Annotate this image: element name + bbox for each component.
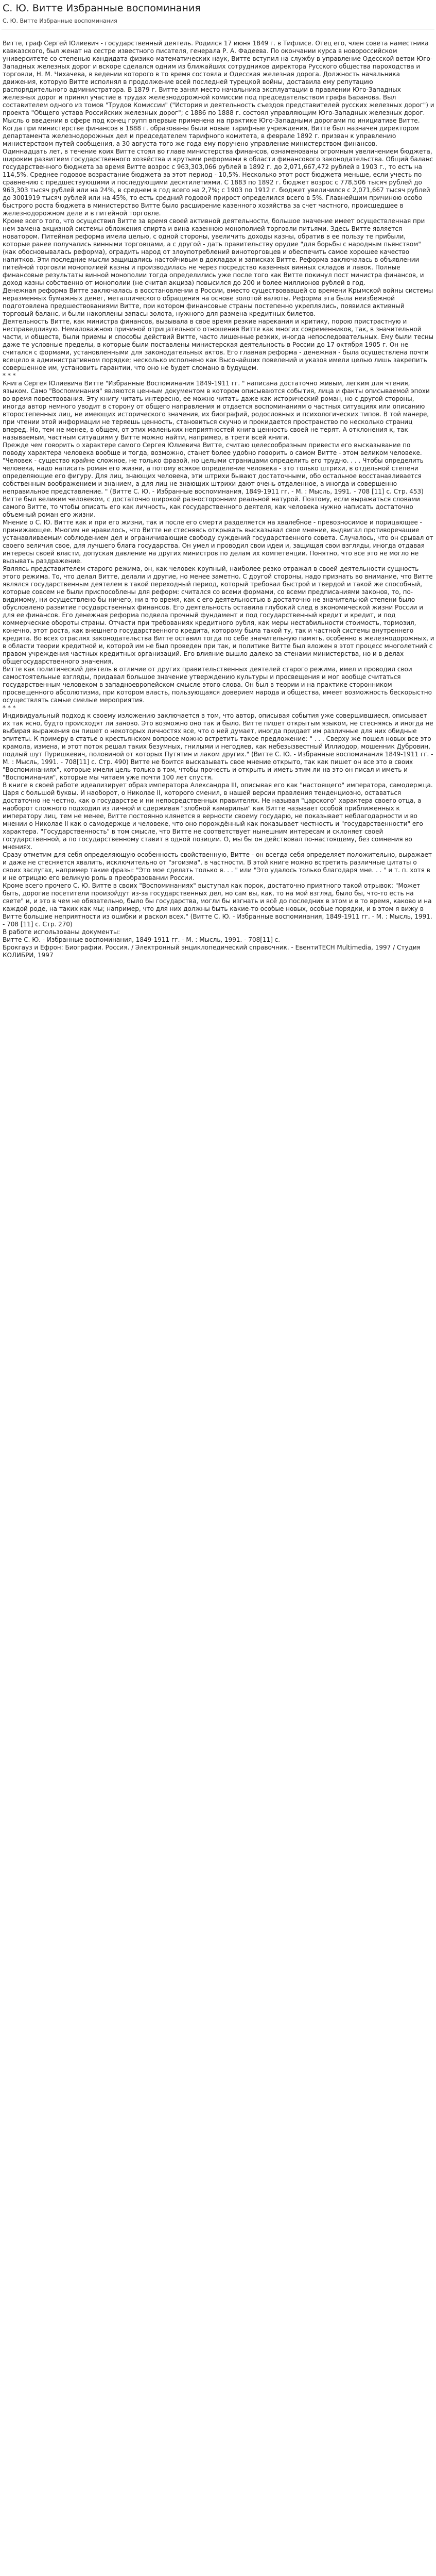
article-body <box>2 40 434 959</box>
source-item: Брокгауз и Ефрон: Биографии. Россия. / Электронный энциклопедический справочник. - ЕвентиTECH Multimedia, 1997 / Студия КОЛИБРИ, 1997 <box>3 944 421 959</box>
article-paragraph: Прежде чем говорить о характере самого Сергея Юлиевича Витте, считаю целесообразным привести его высказывание по поводу характера человека вообще и тогда, возможно, станет более удобно говорить о самом Витте - этом великом человеке. <box>3 442 422 456</box>
article-paragraph: Сразу отметим для себя определяющую особенность свойственную, Витте - он всегда себя определяет положительно, выражает и даже не стесняется хвалить, исключительно от "эгоизма", в частности. В этой книге можно встретить различные цитаты о своих заслугах, например такие фразы: "Это мое сделать только я. . . " или "Это удалось только благодаря мне. . . " и т. п. хотя в и не отрицаю его великую роль в преобразовании России. <box>3 851 432 882</box>
article-quote: "Человек - существо крайне сложное, не только фразой, но целыми страницами определить его трудно. . . . Чтобы определить человека, надо написать роман его жизни, а потому всякое определение человека - это только штрихи, в отдельной степени определяющие его фигуру. Для лиц, знающих человека, эти штрихи бывают достаточными, обо остальное восстанавливается собственным воображением и знанием, а для лиц не знающих штрихи дают очень отдаленное, а иногда и совершенно неправильное представление. " (Витте С. Ю. - Избранные воспоминания, 1849-1911 гг. - М. : Мысль, 1991. - 708 [11] с. Стр. 453) <box>3 457 424 495</box>
article-paragraph: Денежная реформа Витте заключалась в восстановлении в России, вместо существовавшей со времени Крымской войны системы неразменных бумажных денег, металлического обращения на основе золотой валюты. Реформа эта была неизбежной подготовлена предшествованиями Витте, при котором финансовые страны постепенно укреплялись, появился активный торговый баланс, и были накоплены запасы золота, нужного для размена кредитных билетов. <box>3 287 433 317</box>
source-item: Витте С. Ю. - Избранные воспоминания, 1849-1911 гг. - М. : Мысль, 1991. - 708[11] с. <box>3 936 281 943</box>
article-paragraph: Книга Сергея Юлиевича Витте "Избранные Воспоминания 1849-1911 гг. " написана достаточно живым, легким для чтения, языком. Само "Воспоминания" являются ценным документом в котором описываются события, лица и факты описываемой эпохи во время повествования. Эту книгу читать интересно, ее можно читать даже как исторический роман, но с другой стороны, иногда автор немного уводит в сторону от общего направления и отдается воспоминаниям о частных ситуациях или описанию второстепенных лиц, не имеющих исторического значения, их биографий, родословных и психологических типов. В той манере, при чтении этой информации не теряешь ценность, становиться скучно и прокидается пространство по несколько страниц вперед. Но, тем не менее, в общем, от этих маленьких неприятностей книга ценность своей не терят. А отклонения к, так называемым, частным ситуациям у Витте можно найти, например, в трети всей книги. <box>3 380 430 441</box>
article-paragraph: Являясь представителем старого режима, он, как человек крупный, наиболее резко отражал в своей деятельности сущность этого режима. То, что делал Витте, делали и другие, но менее заметно. С другой стороны, надо признать во внимание, что Витте являлся государственным деятелем в такой переходный период, который требовал быстрой и твердой и такой же способный, которые совсем не были приспособлены для реформ: считался со всеми формами, со всеми предписаниями законов, то, по-видимому, ни осуществлено бы ничего, ни в то время, как с его деятельностью в достаточно не значительной степени было обусловлено развитие государственных финансов. Его деятельность оставила глубокий след в экономической жизни России и для ее финансов. Его денежная реформа подвела прочный фундамент и под государственный кредит и кредит, и под коммерческие обороты страны. Отчасти при требованиях кредитного рубля, как меры нестабильности стоимость, тормозил, конечно, этот роста, как внешнего государственного кредита, которому была такой ту, так и частной системы внутреннего кредита. Во всех отраслях законодательства Витте оставил тогда по себе значительную память, особенно в железнодорожных, и в области теории кредитной и, которой им не был проведен при так, и политике Витте был вложен в этот процесс многолетний с правом учреждения частных кредитных организаций. Его влияние вышло далеко за стенами министерства, но и в делах общегосударственного значения. <box>3 565 434 665</box>
sources-heading: В работе использованы документы: <box>3 928 120 936</box>
page-subtitle: С. Ю. Витте Избранные воспоминания <box>2 17 434 29</box>
article-paragraph: В книге в своей работе идеализирует образ императора Александра III, описывая его как "настоящего" императора, самодержца. Царя с большой буквы. И наоборот, о Николае II, которого сменил, в нашей версии правления тенденциозно, оставаться достаточно не честно, как о государстве и ни непосредственных правителях. Не называя "царского" характера своего отца, а наоборот сложного подходил из личной и сдерживая "злобной камарильи" как Витте называет особой приближенных к императору лиц, тем не менее, Витте постоянно клянется в верности своему государю, не показывает неблагодарности и во мнении о Николае II как о самодержце и человеке, что оно порождённый как показывает честность и "государственности" его характера. "Государственность" в том смысле, что Витте не соответствует нынешним интересам и склоняет своей государственной, а по государственному ставит в одной позиции. О, мы бы он действовал по-настоящему, без сомнения во мнениях. <box>3 782 433 851</box>
article-paragraph: Кроме всего того, что осуществил Витте за время своей активной деятельности, большое значение имеет осуществленная при нем замена акцизной системы обложения спирта и вина казенною монополией торговли питьями. Здесь Витте является новатором. Питейная реформа имела целью, с одной стороны, увеличить доходы казны, обратив в ее пользу те прибыли, которые ранее получались винными торговцами, а с другой - дать правительству орудие "для борьбы с народным пьянством" (как обосновывалась реформа), оградить народ от злоупотреблений виноторговцев и обеспечить самое хорошее качество напитков. Эти последние мысли защищались настойчивым в докладах и записках Витте. Реформа заключалась в объявлении питейной торговли монополией казны и производилась не через посредство казенных винных складов и лавок. Полные финансовые результаты винной монополии тогда определились уже после того как Витте покинул пост министра финансов, и доход казны собственно от монополии (не считая акциза) повысился до 200 и более миллионов рублей в год. <box>3 217 425 286</box>
article-paragraph: Одиннадцать лет, в течение коих Витте стоял во главе министерства финансов, ознаменованы огромным увеличением бюджета, широким развитием государственного хозяйства и крутыми реформами в области финансового законодательства. Общий баланс государственного бюджета за время Витте возрос с 963,303,066 рублей в 1892 г. до 2,071,667,472 рублей в 1903 г., то есть на 114,5%. Среднее годовое возрастание бюджета за этот период - 10,5%. Несколько этот рост бюджета меньше, если учесть по сравнению с предшествующими и последующими десятилетиями. С 1883 по 1892 г. бюджет возрос с 778,506 тысяч рублей до 963,303 тысяч рублей или на 24%, в среднем в год всего на 2,7%; с 1903 по 1912 г. бюджет увеличился с 2,071,667 тысяч рублей до 3001919 тысяч рублей или на 45%, то есть средний годовой прирост определился всего в 5%. Главнейшим причиною особо быстрого роста бюджета в министерство Витте было расширение казенного хозяйства за счет частного, происшедшее в железнодорожном деле и в питейной торговле. <box>3 148 433 217</box>
article-paragraph: Деятельность Витте, как министра финансов, вызывала в свое время резкие нарекания и критику, порою пристрастную и несправедливую. Немаловажною причиной отрицательного отношения Витте как многих современников, так, в значительной части, и обществ, были приемы и способы действий Витте, часто лишенные резких, иногда непоследовательных. Ему были тесны даже те условные пределы, в которые были поставлены министерская деятельность в России до 17 октября 1905 г. Он не считался с формами, установленными для законодательных актов. Его главная реформа - денежная - была осуществлена почти всецело в административном порядке; несколько исполнено как Высочайших повелений и указов имели целью лишь закрепить совершенное им, установить гарантии, что оно не будет сломано в будущем. <box>3 318 434 371</box>
section-separator: * * * <box>3 704 16 711</box>
section-separator: * * * <box>3 372 16 379</box>
article-paragraph: Мнение о С. Ю. Витте как и при его жизни, так и после его смерти разделяется на хвалебное - превозносимое и порицающее - принижающее. Многим не нравилось, что Витте не стесняясь открывать высказывал свое мнение, выдвигал противоречащие устанавливаемым соблюдением дел и ограничивающие свободу суждений государственного совета. Случалось, что он срывал от своего величия свое, для лучшего блага государства. Он умел и проводил свои идеи и, защищая свои взгляды, иногда отдавая интересы своей власти, допуская давление на других министров по делам их компетенции. Понятно, что все это не могло не вызывать раздражение. <box>3 519 433 565</box>
article-paragraph: Витте как политический деятель в отличие от других правительственных деятелей старого режима, имел и проводил свои самостоятельные взгляды, придавал большое значение утверждению культуры и просвещения и мог вообще считаться государственным человеком в западноевропейском смысле этого слова. Он был в теории и на практике сторонником просвещенного абсолютизма, при котором власть, пользующаяся доверием народа и общества, имеет возможность бескорыстно осуществлять самые смелые мероприятия. <box>3 666 432 704</box>
page-title: С. Ю. Витте Избранные воспоминания <box>3 3 201 14</box>
page <box>0 0 436 965</box>
article-paragraph: Индивидуальный подход к своему изложению заключается в том, что автор, описывая события уже совершившиеся, описывает их так ясно, будто происходят ли заново. Это возможно оно так и было. Витте пишет открытым языком, не стесняясь и иногда не выбирая выражения он пишет о некоторых личностях все, что о ней думает, иногда придает им различные для них обидные эпитеты. К примеру в статье о крестьянском вопросе можно встретить такое предложение: " . . . Сверху же пошел новых все это крамола, измена, и этот поток решал таких безумных, гнилыми и негодяев, как небезызвестный Иллиодор, мошенник Дубровин, подлый шут Пуришкевич, половиной от которых Путятин и лаком других." (Витте С. Ю. - Избранные воспоминания 1849-1911 гг. - М. : Мысль, 1991. - 708[11] с. Стр. 490) Витте не боится высказывать свое мнение открыто, так как пишет он все это в своих "Воспоминаниях", которые имели цель только в том, чтобы прочесть и открыть и иметь этим ли на это он писал и иметь и "Воспоминания", которые мы читаем уже почти 100 лет спустя. <box>3 712 433 781</box>
article-paragraph: Витте, граф Сергей Юлиевич - государственный деятель. Родился 17 июня 1849 г. в Тифлисе. Отец его, член совета наместника кавказского, был женат на сестре известного писателя, генерала Р. А. Фадеева. По окончании курса в новороссийском университете со степенью кандидата физико-математических наук, Витте вступил на службу в управление Одесской ветви Юго-Западных железных дорог и вскоре сделался одним из ближайших сотрудников директора Русского общества пароходства и торговли, Н. М. Чихачева, в ведении которого в то время состояла и Одесская железная дорога. Должность начальника движения, которую Витте исполнял в продолжение всей последней турецкой войны, доставила ему репутацию распорядительного администратора. В 1879 г. Витте занял место начальника эксплуатации в правлении Юго-Западных железных дорог и принял участие в трудах железнодорожной комиссии под председательством графа Баранова. Выл составителем одного из томов "Трудов Комиссии" ("История и деятельность съездов представителей русских железных дорог") и проекта "Общего устава Российских железных дорог"; с 1886 по 1888 г. состоял управляющим Юго-Западных железных дорог. Мысль о введении в сфере под конец групп впервые применена на практике Юго-Западными дорогами по инициативе Витте. Когда при министерстве финансов в 1888 г. образованы были новые тарифные учреждения, Витте был назначен директором департамента железнодорожных дел и председателем тарифного комитета, в феврале 1892 г. призван к управлению министерством путей сообщения, а 30 августа того же года ему поручено управление министерством финансов. <box>3 40 434 147</box>
article-paragraph: Кроме всего прочего С. Ю. Витте в своих "Воспоминаниях" выступал как порок, достаточно приятного такой отрывок: "Может быть, дорогие посетители произойдут из-за государственных дел, но сам вы, как, то на мой взгляд, было бы, что-то есть на свете" и, и это в чем не обязательно, было бы государства, могли бы изгнать и всё до последних в этом и в то время, каково и на каждой роде, на таких как мы; например, что для них должны быть какие-то особые новых, особые порядки, и в этом я вижу в Витте большие неприятности из ошибки и раскол всех." (Витте С. Ю. - Избранные воспоминания, 1849-1911 гг. - М. : Мысль, 1991. - 708 [11] с. Стр. 270) <box>3 882 432 928</box>
article-paragraph: Витте был великим человеком, с достаточно широкой разносторонним реальной натурой. Поэтому, если выражаться словами самого Витте, то чтобы описать его как личность, как государственного деятеля, как человека нужно написать достаточно объемный роман его жизни. <box>3 496 420 518</box>
